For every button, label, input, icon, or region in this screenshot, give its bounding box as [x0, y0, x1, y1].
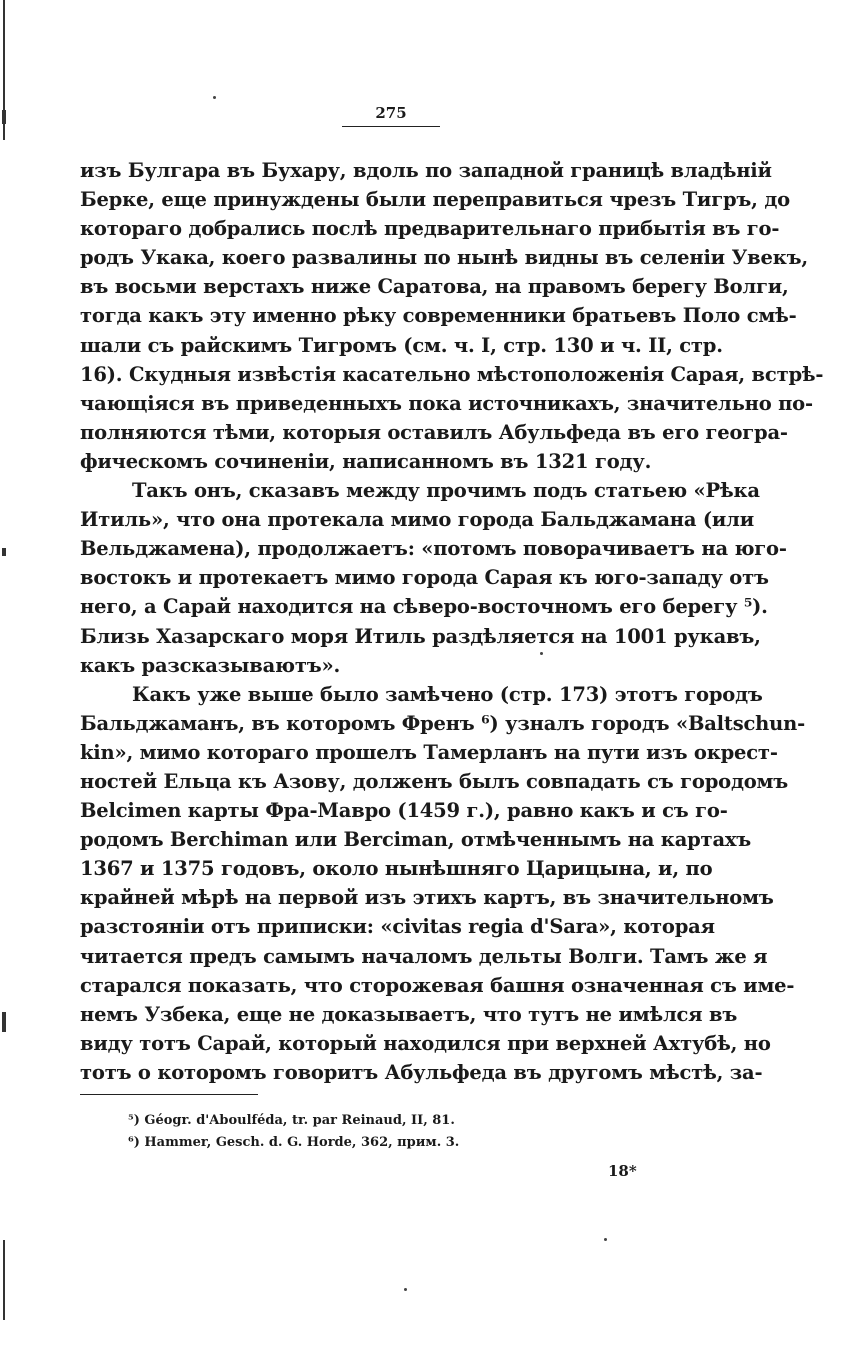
- text-line: виду тотъ Сарай, который находился при верхней Ахтубѣ, но: [80, 1031, 771, 1055]
- text-line: тотъ о которомъ говоритъ Абульфеда въ другомъ мѣстѣ, за-: [80, 1060, 763, 1084]
- text-line: Берке, еще принуждены были переправиться чрезъ Тигръ, до: [80, 188, 790, 212]
- footnote-divider: [80, 1094, 258, 1095]
- text-line: Такъ онъ, сказавъ между прочимъ подъ статьею «Рѣка: [132, 479, 760, 503]
- scan-speck: [604, 1238, 607, 1241]
- text-line: тогда какъ эту именно рѣку современники братьевъ Поло смѣ-: [80, 304, 797, 328]
- text-line: немъ Узбека, еще не доказываетъ, что тутъ не имѣлся въ: [80, 1002, 738, 1026]
- text-line: 1367 и 1375 годовъ, около нынѣшняго Царицына, и, по: [80, 857, 713, 881]
- text-line: котораго добрались послѣ предварительнаго прибытія въ го-: [80, 217, 780, 241]
- signature-mark: 18*: [608, 1162, 637, 1180]
- text-line: полняются тѣми, которыя оставилъ Абульфеда въ его геогра-: [80, 420, 788, 444]
- text-line: въ восьми верстахъ ниже Саратова, на правомъ берегу Волги,: [80, 275, 789, 299]
- text-line: востокъ и протекаетъ мимо города Сарая къ юго-западу отъ: [80, 566, 769, 590]
- text-line: старался показать, что сторожевая башня означенная съ име-: [80, 973, 795, 997]
- footnote-6: ⁶) Hammer, Gesch. d. G. Horde, 362, прим. 3.: [128, 1135, 460, 1150]
- scan-speck: [540, 652, 543, 655]
- text-line: разстояніи отъ приписки: «civitas regia d'Sara», которая: [80, 915, 715, 939]
- text-line: Belcimen карты Фра-Мавро (1459 г.), равно какъ и съ го-: [80, 799, 728, 823]
- margin-artifact: [2, 1012, 6, 1032]
- text-line: крайней мѣрѣ на первой изъ этихъ картъ, въ значительномъ: [80, 886, 774, 910]
- text-line: Какъ уже выше было замѣчено (стр. 173) этотъ городъ: [132, 682, 763, 706]
- body-text: [80, 156, 824, 1087]
- text-line: какъ разсказываютъ».: [80, 653, 341, 677]
- text-line: родъ Укака, коего развалины по нынѣ видны въ селеніи Увекъ,: [80, 246, 808, 270]
- footnotes: [128, 1110, 459, 1154]
- text-line: Вельджамена), продолжаетъ: «потомъ поворачиваетъ на юго-: [80, 537, 787, 561]
- text-line: Близь Хазарскаго моря Итиль раздѣляется на 1001 рукавъ,: [80, 624, 761, 648]
- text-line: шали съ райскимъ Тигромъ (см. ч. I, стр. 130 и ч. II, стр.: [80, 333, 723, 357]
- scan-speck: [404, 1288, 407, 1291]
- text-line: родомъ Berchiman или Berciman, отмѣченнымъ на картахъ: [80, 828, 752, 852]
- margin-artifact: [3, 1240, 5, 1320]
- text-line: 16). Скудныя извѣстія касательно мѣстоположенія Сарая, встрѣ-: [80, 362, 824, 386]
- text-line: изъ Булгара въ Бухару, вдоль по западной границѣ владѣній: [80, 159, 772, 182]
- text-line: фическомъ сочиненіи, написанномъ въ 1321 году.: [80, 449, 652, 473]
- footnote-5: ⁵) Géogr. d'Aboulféda, tr. par Reinaud, II, 81.: [128, 1113, 455, 1128]
- margin-artifact: [2, 548, 6, 556]
- scan-speck: [213, 96, 216, 99]
- page-number: 275: [342, 104, 440, 127]
- text-line: чающіяся въ приведенныхъ пока источникахъ, значительно по-: [80, 391, 813, 415]
- text-line: ностей Ельца къ Азову, долженъ былъ совпадать съ городомъ: [80, 769, 789, 793]
- text-line: него, а Сарай находится на сѣверо-восточномъ его берегу ⁵).: [80, 595, 768, 619]
- margin-artifact: [2, 110, 6, 124]
- text-line: Итиль», что она протекала мимо города Бальджамана (или: [80, 508, 754, 532]
- text-line: читается предъ самымъ началомъ дельты Волги. Тамъ же я: [80, 944, 768, 968]
- text-line: kin», мимо котораго прошелъ Тамерланъ на пути изъ окрест-: [80, 740, 778, 764]
- text-line: Бальджаманъ, въ которомъ Френъ ⁶) узналъ городъ «Baltschun-: [80, 711, 805, 735]
